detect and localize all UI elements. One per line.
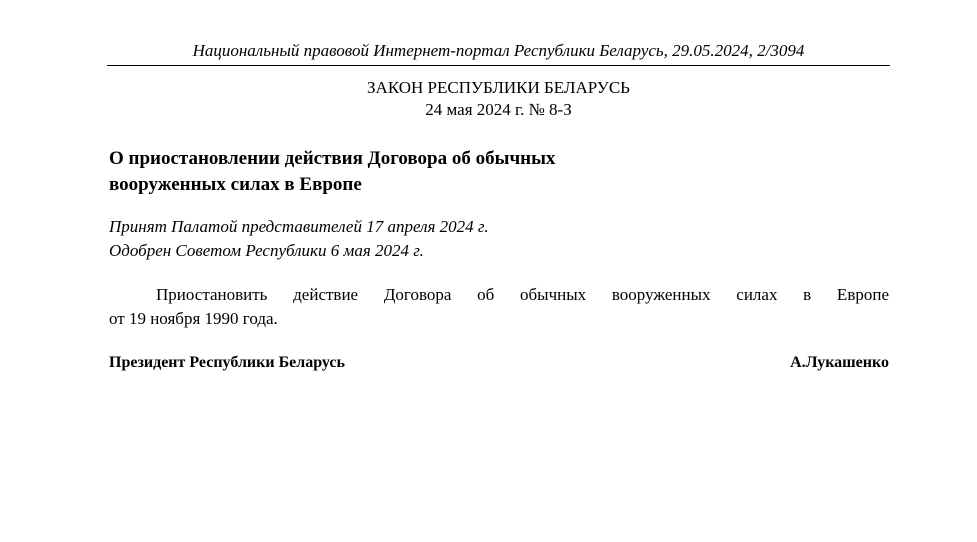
portal-publication-header: Национальный правовой Интернет-портал Республики Беларусь, 29.05.2024, 2/3094 bbox=[192, 41, 805, 60]
adoption-line-house: Принят Палатой представителей 17 апреля 2024 г. bbox=[109, 217, 489, 236]
document-type: ЗАКОН РЕСПУБЛИКИ БЕЛАРУСЬ bbox=[367, 78, 630, 97]
signatory-name: А.Лукашенко bbox=[790, 354, 889, 371]
document-date-number: 24 мая 2024 г. № 8-З bbox=[425, 100, 572, 119]
signatory-position: Президент Республики Беларусь bbox=[109, 354, 345, 371]
document-title-line: вооруженных силах в Европе bbox=[109, 174, 362, 195]
body-paragraph-line: Приостановить действие Договора об обычных вооруженных силах в Европе bbox=[156, 285, 889, 304]
adoption-info bbox=[109, 215, 489, 263]
adoption-line-council: Одобрен Советом Республики 6 мая 2024 г. bbox=[109, 241, 424, 260]
body-paragraph-line: от 19 ноября 1990 года. bbox=[109, 309, 278, 328]
document-title-line: О приостановлении действия Договора об обычных bbox=[109, 148, 556, 169]
signature-block bbox=[109, 352, 889, 374]
header-divider bbox=[107, 65, 890, 66]
document-title bbox=[109, 146, 709, 198]
document-body bbox=[109, 283, 889, 331]
